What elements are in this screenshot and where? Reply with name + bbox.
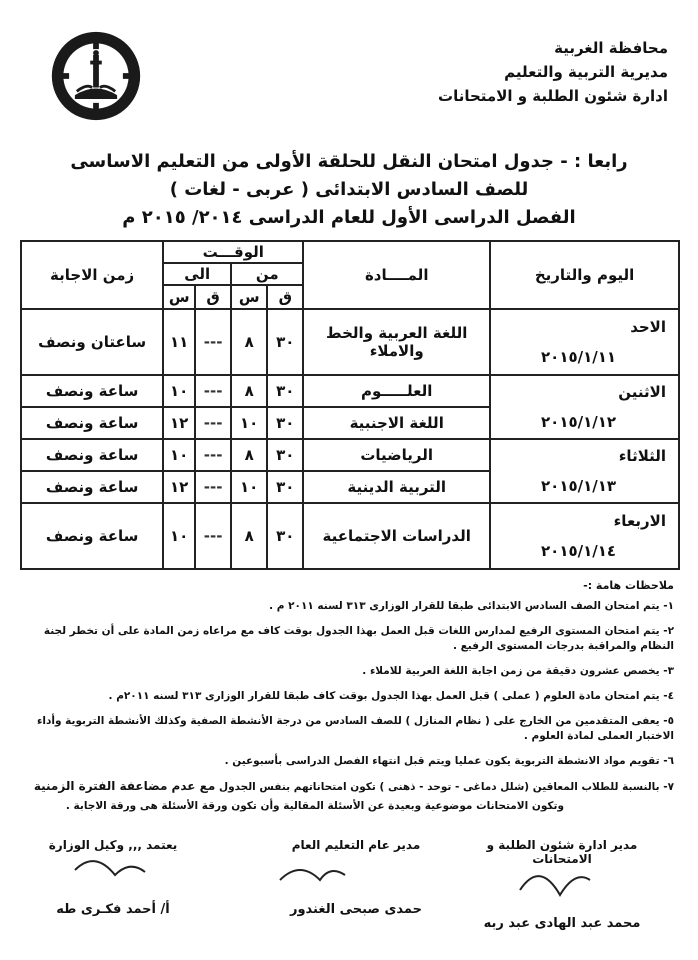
signature-role: مدير عام التعليم العام: [291, 838, 421, 852]
note-item: ٥- يعفى المتقدمين من الخارج على ( نظام المنازل ) للصف السادس من درجة الأنشطة الصفية وكذلك الأنشطة التربوية وأداء الاختبار العملى لمادة العلوم .: [37, 715, 674, 742]
header-to-minute: ق: [195, 285, 231, 309]
header-governorate: محافظة الغربية: [554, 39, 668, 57]
header-directorate: مديرية التربية والتعليم: [504, 63, 668, 81]
note-item: ٤- يتم امتحان مادة العلوم ( عملى ) قبل العمل بهذا الجدول بوقت كاف طبقا للقرار الوزارى ٣١٣ لسنه ٢٠١١م .: [108, 690, 674, 702]
from-hour-cell: ٨: [231, 503, 267, 569]
from-hour-cell: ٨: [231, 309, 267, 375]
from-hour-cell: ٨: [231, 439, 267, 471]
subject-cell: اللغة العربية والخط والاملاء: [303, 309, 490, 375]
to-hour-cell: ١٢: [163, 471, 195, 503]
subject-cell: التربية الدينية: [303, 471, 490, 503]
header-day-date: اليوم والتاريخ: [490, 241, 679, 309]
note-text: ٧- بالنسبة للطلاب المعاقين (شلل دماغى - توحد - ذهنى ) تكون امتحاناتهم بنفس الجدول: [218, 781, 674, 793]
note-item: ٢- يتم امتحان المستوى الرفيع لمدارس اللغات قبل العمل بهذا الجدول بوقت كاف مع مراعاه زمن المادة على أن تخطر لجنة النظام والمراقبة بدرجات المستوى الرفيع .: [43, 625, 674, 652]
signature-role: يعتمد ,,, وكيل الوزارة: [48, 838, 178, 852]
to-minute-cell: ---: [195, 407, 231, 439]
title-line-2: للصف السادس الابتدائى ( عربى - لغات ): [169, 179, 529, 200]
to-hour-cell: ١٢: [163, 407, 195, 439]
subject-cell: الرياضيات: [303, 439, 490, 471]
duration-cell: ساعة ونصف: [21, 503, 163, 569]
title-line-1: رابعا : - جدول امتحان النقل للحلقة الأولى من التعليم الاساسى: [70, 151, 628, 172]
header-time: الوقـــت: [163, 241, 303, 263]
header-to: الى: [163, 263, 231, 285]
subject-cell: العلـــــوم: [303, 375, 490, 407]
from-minute-cell: ٣٠: [267, 375, 303, 407]
day-date: ٢٠١٥/١/١١: [541, 348, 617, 366]
to-minute-cell: ---: [195, 375, 231, 407]
header-to-hour: س: [163, 285, 195, 309]
day-name: الثلاثاء: [618, 447, 666, 465]
notes-title: ملاحظات هامة :-: [583, 579, 674, 592]
from-minute-cell: ٣٠: [267, 471, 303, 503]
header-from: من: [231, 263, 303, 285]
header-department: ادارة شئون الطلبة و الامتحانات: [438, 87, 668, 105]
day-date: ٢٠١٥/١/١٤: [541, 542, 617, 560]
from-hour-cell: ١٠: [231, 407, 267, 439]
to-hour-cell: ١٠: [163, 503, 195, 569]
duration-cell: ساعة ونصف: [21, 439, 163, 471]
signature-role: مدير ادارة شئون الطلبة و الامتحانات: [486, 838, 638, 866]
subject-cell: اللغة الاجنبية: [303, 407, 490, 439]
from-minute-cell: ٣٠: [267, 309, 303, 375]
to-minute-cell: ---: [195, 439, 231, 471]
header-duration: زمن الاجابة: [21, 241, 163, 309]
note-item: وتكون الامتحانات موضوعية وبعيدة عن الأسئلة المقالية وأن تكون ورقة الأسئلة هى ورقة الاجابة .: [65, 800, 564, 812]
note-emphasis: مع عدم مضاعفة الفترة الزمنية: [33, 779, 216, 793]
day-name: الاثنين: [618, 383, 666, 401]
duration-cell: ساعتان ونصف: [21, 309, 163, 375]
duration-cell: ساعة ونصف: [21, 375, 163, 407]
from-minute-cell: ٣٠: [267, 503, 303, 569]
day-name: الاربعاء: [613, 512, 666, 530]
from-hour-cell: ٨: [231, 375, 267, 407]
from-hour-cell: ١٠: [231, 471, 267, 503]
signature-name: حمدى صبحى الغندور: [289, 902, 422, 917]
to-minute-cell: ---: [195, 309, 231, 375]
day-date: ٢٠١٥/١/١٣: [541, 477, 617, 495]
to-minute-cell: ---: [195, 503, 231, 569]
day-name: الاحد: [630, 318, 666, 336]
to-minute-cell: ---: [195, 471, 231, 503]
signature-name: أ/ أحمد فكـرى طه: [56, 902, 170, 917]
duration-cell: ساعة ونصف: [21, 407, 163, 439]
from-minute-cell: ٣٠: [267, 407, 303, 439]
to-hour-cell: ١٠: [163, 375, 195, 407]
note-item: ٦- تقويم مواد الانشطة التربوية يكون عمليا ويتم قبل انتهاء الفصل الدراسى بأسبوعين .: [224, 755, 674, 767]
signature-name: محمد عبد الهادى عبد ربه: [483, 916, 641, 931]
from-minute-cell: ٣٠: [267, 439, 303, 471]
header-from-minute: ق: [267, 285, 303, 309]
duration-cell: ساعة ونصف: [21, 471, 163, 503]
title-line-3: الفصل الدراسى الأول للعام الدراسى ٢٠١٤/ ٢٠١٥ م: [122, 207, 576, 228]
to-hour-cell: ١٠: [163, 439, 195, 471]
note-item: ١- يتم امتحان الصف السادس الابتدائى طبقا للقرار الوزارى ٣١٣ لسنه ٢٠١١ م .: [269, 600, 674, 612]
header-from-hour: س: [231, 285, 267, 309]
note-item: ٣- يخصص عشرون دقيقة من زمن اجابة اللغة العربية للاملاء .: [362, 665, 674, 677]
day-date: ٢٠١٥/١/١٢: [541, 413, 617, 431]
subject-cell: الدراسات الاجتماعية: [303, 503, 490, 569]
header-subject: المــــادة: [303, 241, 490, 309]
to-hour-cell: ١١: [163, 309, 195, 375]
